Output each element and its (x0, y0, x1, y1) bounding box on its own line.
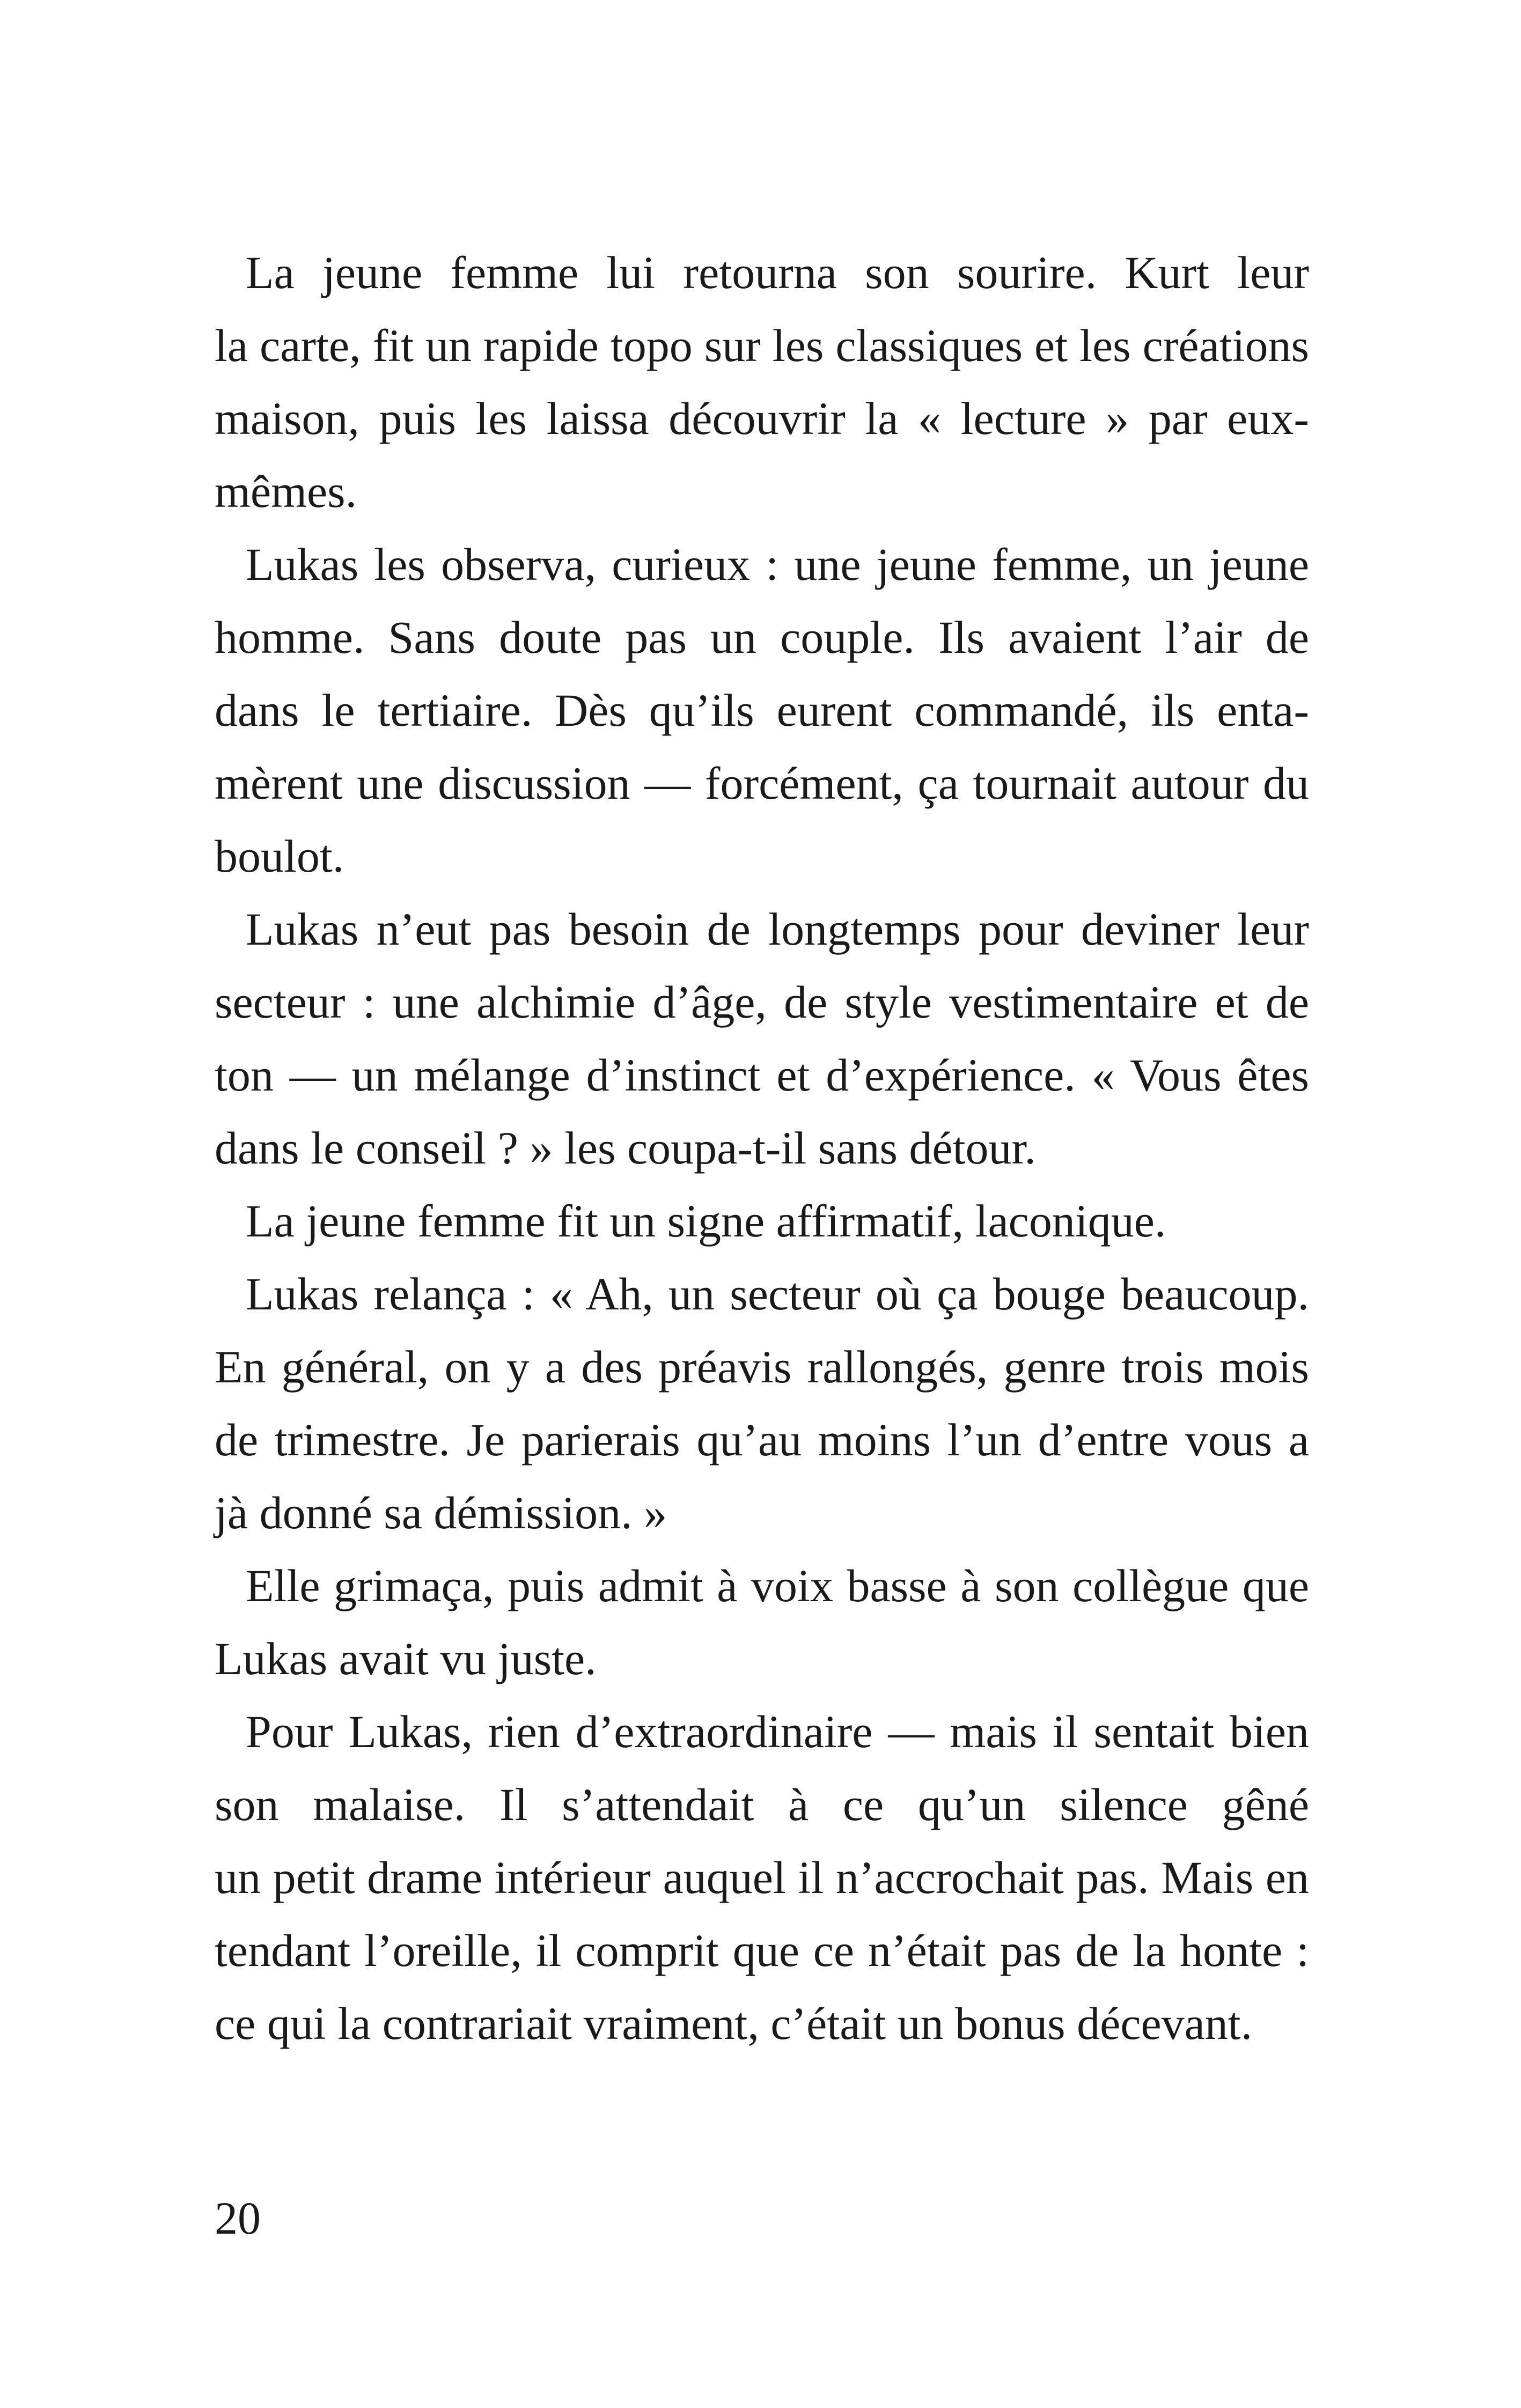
text-line: La jeune femme lui retourna son sourire. Kurt leur (246, 247, 1309, 298)
text-line: ce qui la contrariait vraiment, c’était un bonus décevant. (215, 1998, 1253, 2049)
paragraph (215, 528, 1309, 893)
paragraph (215, 1549, 1309, 1695)
text-line: dans le conseil ? » les coupa-t-il sans détour. (215, 1122, 1036, 1174)
paragraph (215, 1695, 1309, 2060)
text-line: En général, on y a des préavis rallongés, genre trois mois (215, 1341, 1309, 1393)
text-line: de trimestre. Je parierais qu’au moins l’un d’entre vous a (215, 1414, 1309, 1466)
text-line: jà donné sa démission. » (215, 1487, 667, 1538)
text-line: son malaise. Il s’attendait à ce qu’un silence gêné (215, 1779, 1309, 1830)
text-line: mêmes. (215, 466, 357, 517)
text-line: boulot. (215, 830, 344, 882)
text-line: maison, puis les laissa découvrir la « lecture » par eux- (215, 393, 1309, 444)
text-line: Lukas n’eut pas besoin de longtemps pour deviner leur (246, 903, 1309, 955)
text-line: la carte, fit un rapide topo sur les classiques et les créations (215, 320, 1309, 371)
body-text (215, 236, 1309, 2060)
text-line: Elle grimaça, puis admit à voix basse à son collègue que (246, 1560, 1309, 1611)
text-line: Pour Lukas, rien d’extraordinaire — mais il sentait bien (246, 1706, 1309, 1757)
text-line: ton — un mélange d’instinct et d’expérience. « Vous êtes (215, 1049, 1309, 1101)
text-line: secteur : une alchimie d’âge, de style vestimentaire et de (215, 976, 1309, 1028)
text-line: Lukas avait vu juste. (215, 1633, 597, 1684)
text-line: un petit drame intérieur auquel il n’accrochait pas. Mais en (215, 1852, 1309, 1903)
text-line: Lukas les observa, curieux : une jeune femme, un jeune (246, 539, 1309, 590)
page-number: 20 (215, 2192, 261, 2244)
text-line: mèrent une discussion — forcément, ça tournait autour du (215, 757, 1309, 809)
paragraph (215, 893, 1309, 1184)
text-line: Lukas relança : « Ah, un secteur où ça bouge beaucoup. (246, 1268, 1309, 1320)
paragraph (215, 236, 1309, 528)
text-line: La jeune femme fit un signe affirmatif, laconique. (246, 1195, 1166, 1247)
text-line: tendant l’oreille, il comprit que ce n’était pas de la honte : (215, 1925, 1309, 1976)
paragraph (215, 1184, 1309, 1257)
paragraph (215, 1257, 1309, 1549)
text-line: homme. Sans doute pas un couple. Ils avaient l’air de (215, 612, 1309, 663)
text-line: dans le tertiaire. Dès qu’ils eurent commandé, ils enta- (215, 684, 1309, 736)
